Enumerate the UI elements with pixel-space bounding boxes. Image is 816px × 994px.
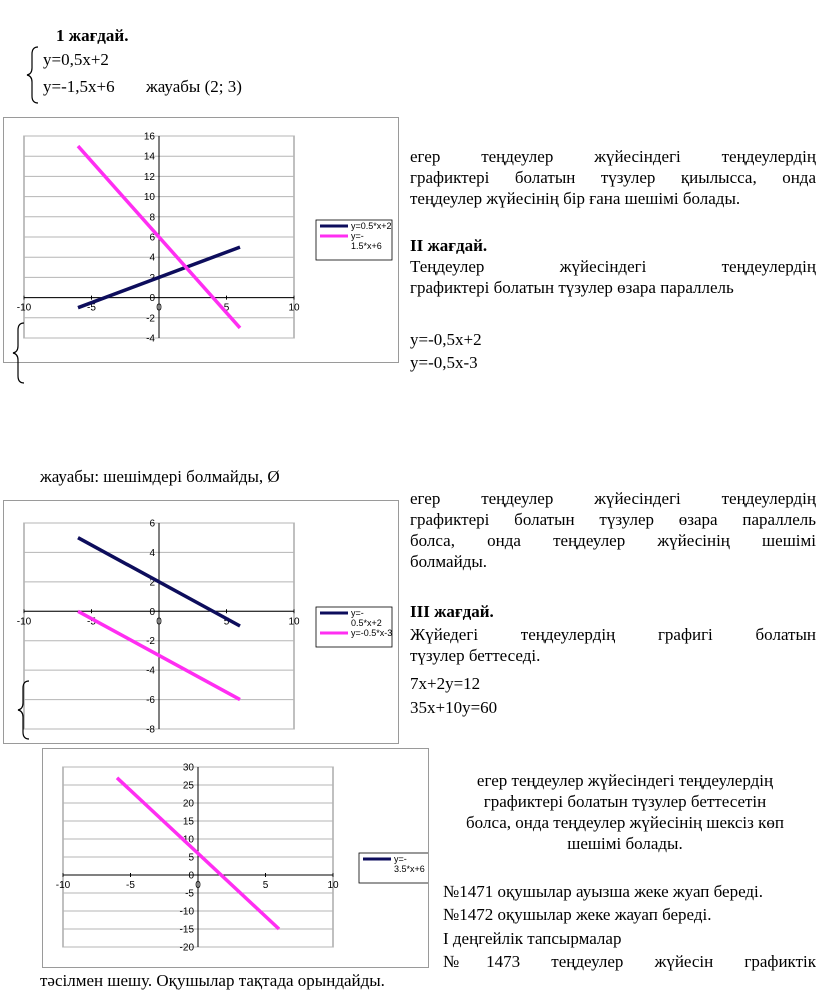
x-tick-label: 0: [156, 302, 162, 314]
y-tick-label: -4: [146, 333, 155, 345]
chart-2: [3, 500, 399, 744]
y-tick-label: 12: [143, 171, 155, 183]
task-1473-text: теңдеулер жүйесін графиктік: [551, 952, 816, 971]
chart-1-plot: [4, 118, 398, 362]
y-tick-label: 0: [188, 870, 194, 882]
case2-answer: жауабы: шешімдері болмайды, Ø: [40, 467, 280, 486]
text-line: болмайды.: [410, 552, 488, 571]
case2-title: ІІ жағдай.: [410, 236, 488, 255]
x-tick-label: 10: [327, 880, 339, 891]
y-tick-label: -2: [146, 636, 155, 648]
brace-icon: [26, 46, 40, 104]
case1-eq2: y=-1,5x+6: [43, 77, 115, 96]
legend-label: 3.5*x+6: [394, 864, 425, 874]
task-1471: №1471 оқушылар ауызша жеке жуап береді.: [443, 882, 764, 901]
y-tick-label: 10: [143, 192, 155, 204]
case3-title: ІІІ жағдай.: [410, 602, 494, 621]
y-tick-label: 0: [149, 606, 155, 618]
y-tick-label: 0: [149, 293, 155, 305]
x-tick-label: 10: [288, 616, 300, 628]
y-tick-label: -8: [146, 724, 155, 736]
text-line: болса, онда теңдеулер жүйесінің шешімі: [410, 531, 816, 550]
task-1473-number: №1473: [443, 952, 521, 971]
x-tick-label: 0: [195, 880, 201, 891]
y-tick-label: -15: [179, 924, 194, 936]
chart-3: [42, 748, 429, 968]
text-line: егер теңдеулер жүйесіндегі теңдеулердің: [476, 771, 774, 790]
text-line: егер теңдеулер жүйесіндегі теңдеулердің: [410, 147, 816, 166]
x-tick-label: 5: [262, 880, 269, 891]
brace-icon: [17, 680, 31, 740]
case1-title: 1 жағдай.: [56, 26, 129, 45]
legend-label: y=-0.5*x-3: [351, 628, 393, 638]
text-line: графиктері болатын түзулер өзара параллель: [410, 510, 816, 529]
y-tick-label: -4: [146, 665, 155, 677]
task-1472: №1472 оқушылар жеке жауап береді.: [443, 905, 712, 924]
text-line: болса, онда теңдеулер жүйесінің шексіз көп: [466, 813, 784, 832]
level-tasks: І деңгейлік тапсырмалар: [443, 929, 622, 948]
y-tick-label: -20: [179, 942, 194, 954]
y-tick-label: 10: [182, 834, 194, 846]
x-tick-label: -5: [126, 880, 135, 891]
case3-text: [410, 624, 816, 666]
case1-eq1: y=0,5x+2: [43, 50, 109, 69]
x-tick-label: 5: [223, 616, 230, 628]
x-tick-label: 10: [288, 302, 300, 314]
legend-label: y=-: [394, 854, 407, 864]
y-tick-label: -10: [179, 906, 194, 918]
y-tick-label: 5: [188, 852, 194, 864]
y-tick-label: 30: [182, 762, 194, 774]
y-tick-label: -5: [185, 888, 194, 900]
y-tick-label: 14: [143, 151, 155, 163]
y-tick-label: 2: [149, 272, 155, 284]
x-tick-label: 0: [156, 616, 162, 628]
y-tick-label: 20: [182, 798, 194, 810]
y-tick-label: 4: [149, 547, 155, 559]
x-tick-label: -10: [55, 880, 71, 891]
text-line: Жүйедегі теңдеулердің графигі болатын: [410, 625, 816, 644]
x-tick-label: -10: [16, 302, 32, 314]
chart-1: [3, 117, 399, 363]
legend-label: y=-: [351, 608, 364, 618]
case2-text: [410, 256, 816, 298]
x-tick-label: 5: [223, 302, 230, 314]
y-tick-label: -6: [146, 695, 155, 707]
text-line: егер теңдеулер жүйесіндегі теңдеулердің: [410, 489, 816, 508]
text-line: Теңдеулер жүйесіндегі теңдеулердің: [410, 257, 816, 276]
legend-label: y=-: [351, 231, 364, 241]
y-tick-label: 15: [182, 816, 194, 828]
y-tick-label: 2: [149, 577, 155, 589]
case2-text2: [410, 488, 816, 572]
y-tick-label: 6: [149, 232, 155, 244]
text-line: шешімі болады.: [567, 834, 683, 853]
text-line: графиктері болатын түзулер өзара параллель: [410, 278, 734, 297]
y-tick-label: 4: [149, 252, 155, 264]
brace-icon: [12, 322, 26, 384]
case3-eq1: 7x+2y=12: [410, 674, 481, 693]
y-tick-label: 6: [149, 518, 155, 530]
case3-eq2: 35x+10y=60: [410, 698, 498, 717]
legend-label: 0.5*x+2: [351, 618, 382, 628]
case1-answer: жауабы (2; 3): [146, 77, 242, 96]
chart-3-plot: [43, 749, 428, 967]
case3-text2: [434, 770, 816, 854]
x-tick-label: -5: [87, 616, 96, 628]
y-tick-label: -2: [146, 313, 155, 325]
case1-text: [410, 146, 816, 209]
text-line: графиктері болатын түзулер беттесетін: [483, 792, 767, 811]
text-line: графиктері болатын түзулер қиылысса, онда: [410, 168, 816, 187]
x-tick-label: -10: [16, 616, 32, 628]
task-1473: [443, 951, 816, 972]
legend-label: y=0.5*x+2: [351, 221, 392, 231]
case2-eq1: y=-0,5x+2: [410, 330, 482, 349]
legend-label: 1.5*x+6: [351, 241, 382, 251]
chart-2-plot: [4, 501, 398, 743]
case2-eq2: y=-0,5x-3: [410, 353, 478, 372]
y-tick-label: 16: [143, 131, 155, 143]
text-line: түзулер беттеседі.: [410, 646, 541, 665]
y-tick-label: 8: [149, 212, 155, 224]
y-tick-label: 25: [182, 780, 194, 792]
x-tick-label: -5: [87, 302, 96, 314]
text-line: теңдеулер жүйесінің бір ғана шешімі болады.: [410, 189, 741, 208]
task-1473-continued: тәсілмен шешу. Оқушылар тақтада орындайды.: [40, 971, 385, 990]
